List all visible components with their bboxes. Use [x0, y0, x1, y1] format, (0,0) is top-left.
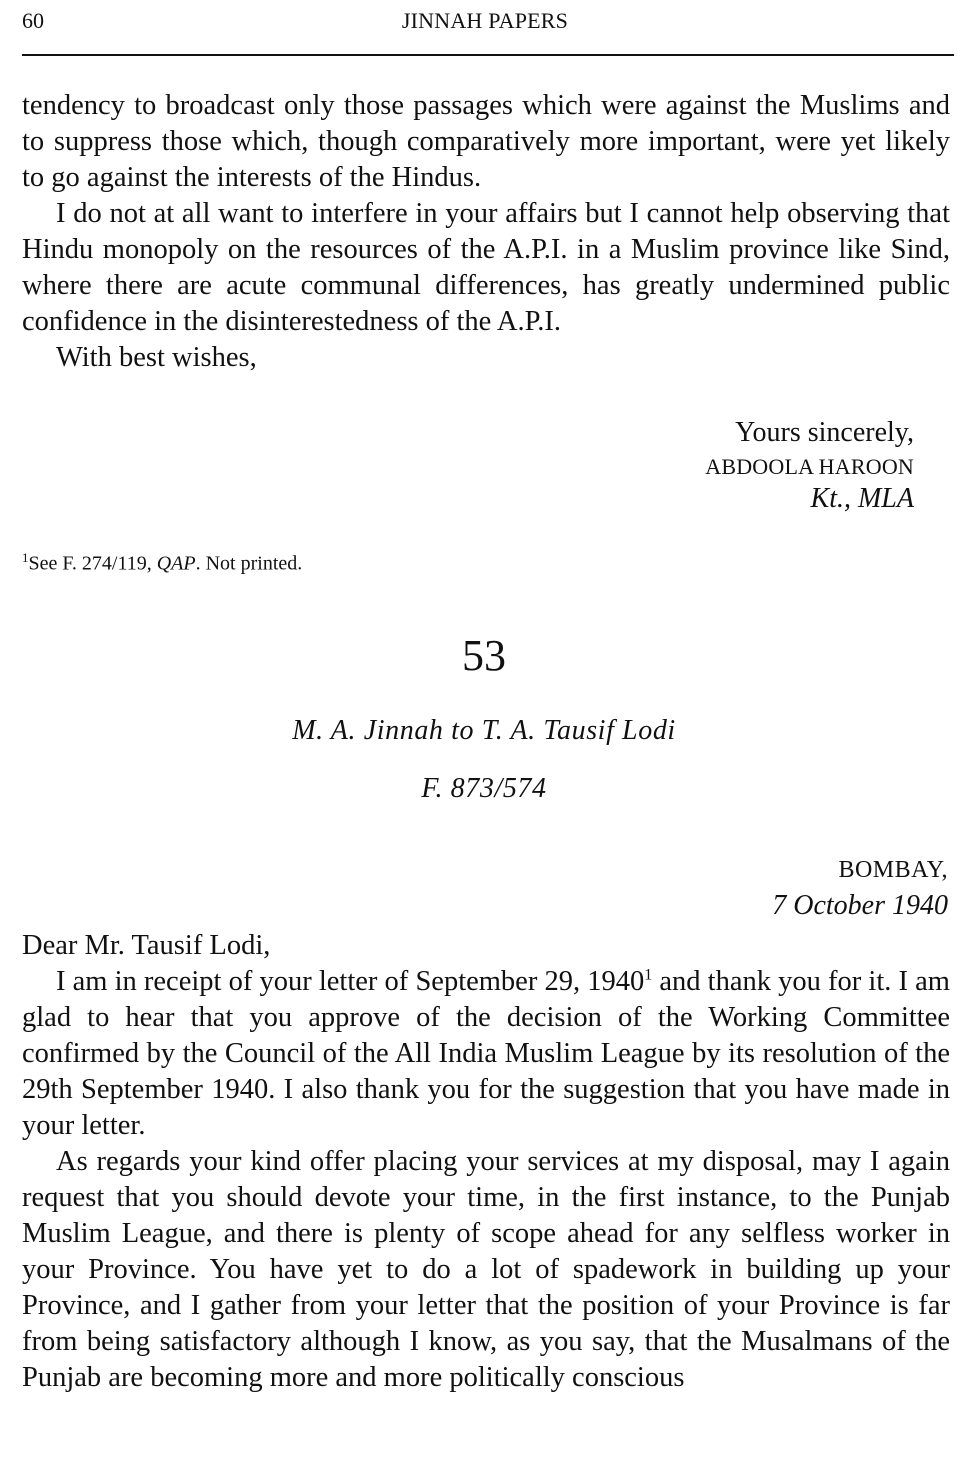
previous-letter-paragraph-1: tendency to broadcast only those passages which were against the Muslims and to suppress those which, though comparatively more important, were yet likely to go against the interests of the Hindus.	[22, 90, 950, 193]
running-title: JINNAH PAPERS	[401, 8, 569, 33]
page-header	[22, 8, 948, 44]
footnote	[22, 546, 302, 576]
paragraph-1-text-start: I am in receipt of your letter of September 29, 1940	[56, 966, 645, 997]
paragraph-1-text-end: and thank you for it. I am glad to hear that you approve of the decision of the Working Committee confirmed by the Council of the All India Muslim League by its resolution of the 29th September 1940. I also thank you for the suggestion that you have made in your letter.	[22, 966, 950, 1141]
header-divider	[22, 54, 954, 56]
footnote-text-prefix: See F. 274/119,	[28, 552, 157, 575]
dateline	[648, 852, 948, 924]
footnote-marker: 1	[22, 550, 29, 565]
closing-wish: With best wishes,	[56, 342, 257, 373]
paragraph-1-footnote-ref: 1	[644, 966, 653, 984]
section-reference: F. 873/574	[421, 773, 547, 804]
previous-letter-signature	[634, 414, 914, 516]
previous-letter-paragraph-2: I do not at all want to interfere in your affairs but I cannot help observing that Hindu monopoly on the resources of the A.P.I. in a Muslim province like Sind, where there are acute communal differences, has greatly undermined public confidence in the disinterestedness of the A.P.I.	[22, 198, 950, 337]
footnote-text-suffix: . Not printed.	[195, 552, 303, 575]
section-title: M. A. Jinnah to T. A. Tausif Lodi	[292, 715, 676, 746]
letter-date: 7 October 1940	[772, 890, 948, 921]
current-letter-body	[22, 928, 950, 1396]
section-number: 53	[462, 631, 506, 680]
footnote-italic-text: QAP	[156, 552, 196, 575]
valediction: Yours sincerely,	[735, 417, 914, 448]
salutation: Dear Mr. Tausif Lodi,	[22, 930, 271, 961]
current-letter-paragraph-2: As regards your kind offer placing your services at my disposal, may I again request that you should devote your time, in the first instance, to the Punjab Muslim League, and there is plenty of scope ahead for any selfless worker in your Province. You have yet to do a lot of spadework in building up your Province, and I gather from your letter that the position of your Province is far from being satisfactory although I know, as you say, that the Musalmans of the Punjab are becoming more and more politically conscious	[22, 1146, 950, 1393]
current-letter-paragraph-1	[22, 964, 950, 1144]
signatory-name: ABDOOLA HAROON	[705, 454, 914, 479]
letter-place: BOMBAY,	[838, 857, 948, 883]
signatory-suffix: Kt., MLA	[810, 483, 914, 514]
previous-letter-body	[22, 88, 950, 376]
page-number: 60	[22, 8, 44, 33]
